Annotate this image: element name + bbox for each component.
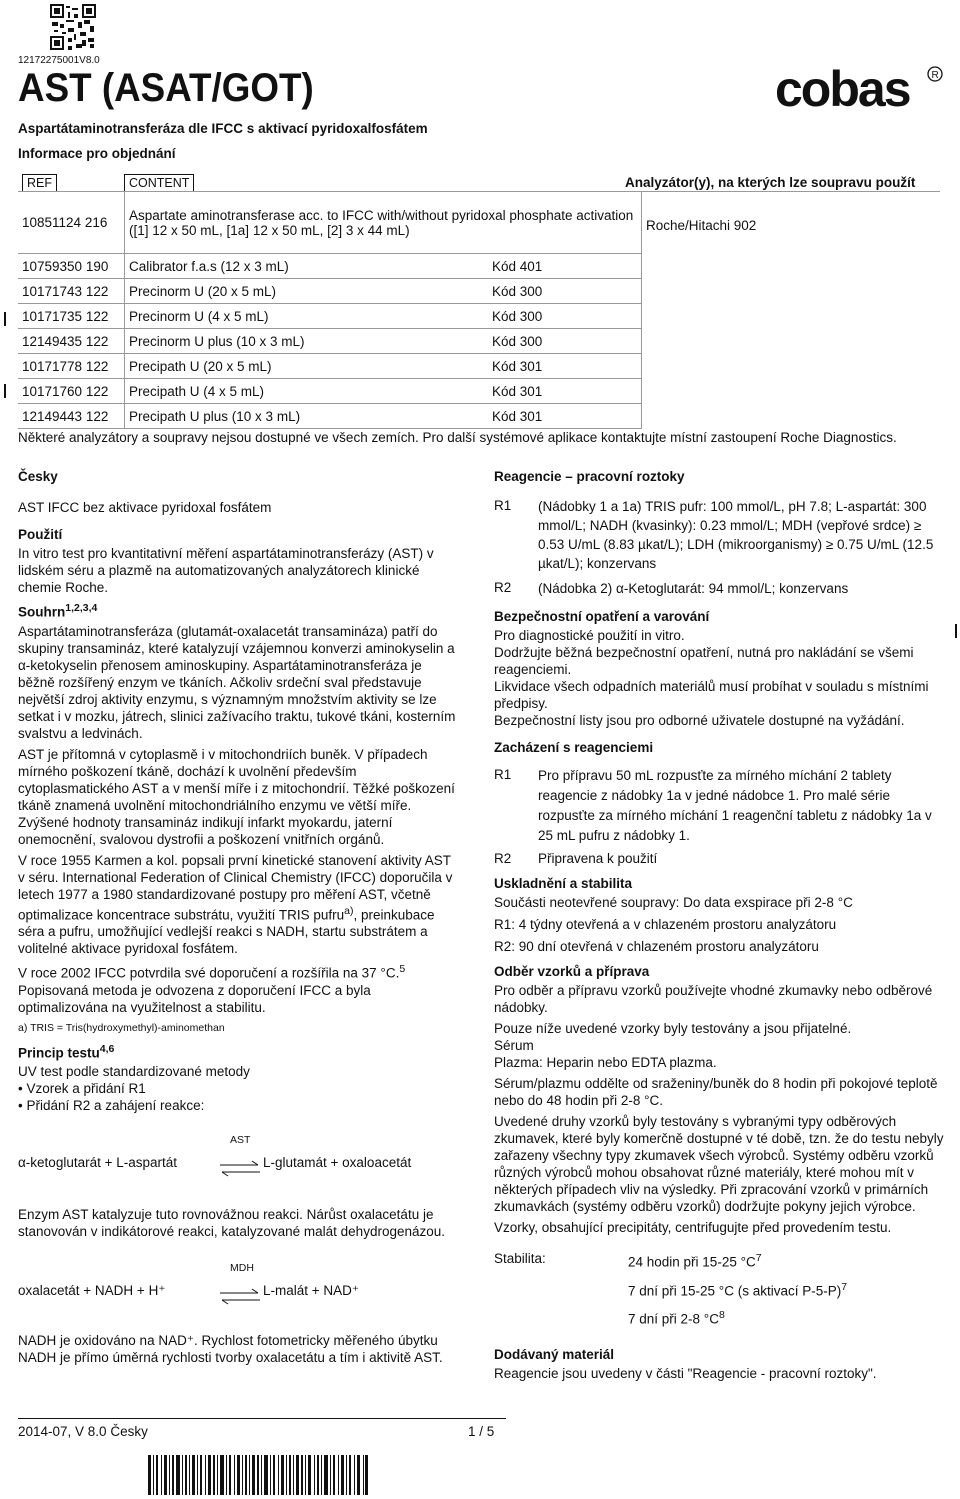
ref-cell: 10171760 122	[18, 379, 125, 404]
ref-cell: 10759350 190	[18, 254, 125, 279]
content-cell: Precipath U (4 x 5 mL)	[125, 379, 489, 404]
products: L-malát + NAD⁺	[263, 1283, 360, 1298]
page-subtitle: Aspartátaminotransferáza dle IFCC s aktivací pyridoxalfosfátem	[18, 121, 428, 136]
content-label: CONTENT	[124, 174, 194, 192]
storage-heading: Uskladnění a stabilita	[494, 876, 633, 891]
specimen-text: Vzorky, obsahující precipitáty, centrifugujte před provedením testu.	[494, 1220, 892, 1235]
content-cell: Aspartate aminotransferase acc. to IFCC with/without pyridoxal phosphate activation ([1] 12 x 50 mL, [1a] 12 x 50 mL, [2] 3 x 44 mL)	[125, 192, 642, 254]
page-title: AST (ASAT/GOT)	[18, 66, 314, 110]
kod-cell: Kód 300	[488, 329, 642, 354]
svg-text:R: R	[931, 70, 939, 81]
ref-cell: 10171743 122	[18, 279, 125, 304]
supplied-text: Reagencie jsou uvedeny v části "Reagencie - pracovní roztoky".	[494, 1365, 877, 1381]
table-row	[18, 192, 940, 254]
summary-paragraph: V roce 2002 IFCC potvrdila své doporučení a rozšířila na 37 °C.$^5$ Popisovaná metoda je odvozena z doporučení IFCC a byla optimalizována na využitelnost a stabilitu.	[18, 963, 406, 1015]
barcode	[148, 1455, 368, 1495]
specimen-text: Pouze níže uvedené vzorky byly testovány a jsou přijatelné.	[494, 1021, 852, 1036]
use-heading: Použití	[18, 527, 63, 542]
reaction-ast	[18, 1132, 458, 1192]
brand-text: cobas	[775, 62, 910, 116]
specimen-text: Uvedené druhy vzorků byly testovány s vybranými typy odběrových zkumavek, které byly komerčně dostupné v té době, tzn. že do testu nebyly zařazeny všechny typy zkumavek všech výrobců. Systémy odběru vzorků různých výrobců mohou obsahovat různé materiály, které mohou mít v některých případech vliv na výsledky. Při zpracování vzorků v primárních zkumavkách (systémy odběru vzorků) dodržujte pokyny jejich výrobce.	[494, 1114, 944, 1214]
products: L-glutamát + oxaloacetát	[263, 1155, 412, 1170]
reaction-mdh	[18, 1260, 458, 1320]
handling-r1	[494, 766, 944, 846]
ref-label: REF	[22, 174, 57, 192]
specimen-text: Pro odběr a přípravu vzorků používejte vhodné zkumavky nebo odběrové nádobky.	[494, 983, 933, 1015]
safety-text: Pro diagnostické použití in vitro.	[494, 628, 685, 643]
summary-paragraph: V roce 1955 Karmen a kol. popsali první kinetické stanovení aktivity AST v séru. International Federation of Clinical Chemistry (IFCC) doporučila v letech 1977 a 1980 standardizované postupy pro měření AST, včetně optimalizace koncentrace substrátu, využití TRIS pufru$^{a)}$, preinkubace séra a pufru, umožňující vedlejší reakci s NADH, startu substrátem a volitelné aktivace pyridoxal fosfátem.	[18, 852, 453, 956]
right-column	[494, 468, 944, 1386]
ordering-info-heading: Informace pro objednání	[18, 146, 176, 161]
reagent-r2	[494, 579, 944, 598]
enzyme-text: Enzym AST katalyzuje tuto rovnovážnou reakci. Nárůst oxalacetátu je stanovován v indikátorové reakci, katalyzované malát dehydrogenázou.	[18, 1207, 446, 1239]
content-cell: Precipath U plus (10 x 3 mL)	[125, 404, 489, 429]
handling-text: Pro přípravu 50 mL rozpusťte za mírného míchání 2 tablety reagencie z nádobky 1a v jedné nádobce 1. Pro malé série rozpusťte za mírného míchání 1 reagenční tabletu z nádobky 1a v 25 mL pufru z nádobky 1.	[538, 768, 932, 843]
content-cell: Precinorm U plus (10 x 3 mL)	[125, 329, 489, 354]
principle-heading: Princip testu$^{4,6}$	[18, 1042, 115, 1060]
equilibrium-arrow-icon	[218, 1160, 262, 1178]
safety-text: Bezpečnostní listy jsou pro odborné uživatele dostupné na vyžádání.	[494, 713, 905, 728]
summary-paragraph: AST je přítomná v cytoplasmě i v mitochondriích buněk. V případech mírného poškození tkáně, dochází k uvolnění především cytoplasmatického AST a v menší míře i z mitochondrií. Těžké poškození tkáně znamená uvolnění mitochondriálního enzymu ve větší míře. Zvýšené hodnoty transamináz indikují infarkt myokardu, jaterní onemocnění, svalovou dystrofii a poškození vnitřních orgánů.	[18, 746, 455, 847]
stability-value: 7 dní při 2-8 $^\circ C^8$	[628, 1309, 725, 1327]
change-bar	[4, 312, 6, 326]
summary-heading: Souhrn$^{1,2,3,4}$	[18, 602, 98, 620]
handling-heading: Zacházení s reagenciemi	[494, 740, 654, 755]
ref-cell: 12149443 122	[18, 404, 125, 429]
left-column	[18, 468, 458, 1370]
specimen-heading: Odběr vzorků a příprava	[494, 964, 650, 979]
stability-label: Stabilita:	[494, 1251, 546, 1266]
kod-cell: Kód 301	[488, 379, 642, 404]
document-id: 12172275001V8.0	[18, 55, 100, 66]
safety-text: Dodržujte běžná bezpečnostní opatření, nutná pro nakládání se všemi reagenciemi.	[494, 645, 914, 677]
change-bar	[4, 384, 6, 398]
safety-text: Likvidace všech odpadních materiálů musí probíhat v souladu s místními předpisy.	[494, 679, 929, 711]
language-heading: Česky	[18, 469, 58, 484]
footer-divider	[18, 1418, 506, 1419]
method-heading: AST IFCC bez aktivace pyridoxal fosfátem	[18, 500, 272, 515]
safety-heading: Bezpečnostní opatření a varování	[494, 609, 710, 624]
handling-r2	[494, 850, 944, 867]
reagent-label: R2	[494, 851, 512, 866]
principle-line: UV test podle standardizované metody	[18, 1064, 250, 1079]
catalyst-label: MDH	[230, 1262, 254, 1274]
specimen-text: Sérum	[494, 1038, 534, 1053]
principle-line: • Přidání R2 a zahájení reakce:	[18, 1098, 205, 1113]
handling-text: Připravena k použití	[538, 851, 658, 866]
kod-cell: Kód 300	[488, 304, 642, 329]
reagent-label: R1	[494, 498, 512, 513]
footer-version: 2014-07, V 8.0 Česky	[18, 1424, 148, 1439]
nadh-text: NADH je oxidováno na NAD⁺. Rychlost fotometricky měřeného úbytku NADH je přímo úměrná rychlosti tvorby oxalacetátu a tím i aktivitě AST.	[18, 1333, 443, 1365]
supplied-heading: Dodávaný materiál	[494, 1346, 615, 1362]
stability-table	[494, 1250, 944, 1332]
principle-line: • Vzorek a přidání R1	[18, 1081, 146, 1096]
content-cell: Precinorm U (20 x 5 mL)	[125, 279, 489, 304]
page-number: 1 / 5	[468, 1424, 495, 1439]
kod-cell: Kód 301	[488, 404, 642, 429]
reagent-text: (Nádobky 1 a 1a) TRIS pufr: 100 mmol/L, pH 7.8; L-aspartát: 300 mmol/L; NADH (kvasinky): 0.23 mmol/L; MDH (vepřové srdce) ≥ 0.53 U/mL (8.83 µkat/L); LDH (mikroorganismy) ≥ 0.75 U/mL (12.5 µkat/L); konzervans	[538, 499, 934, 571]
ref-cell: 10171735 122	[18, 304, 125, 329]
reagent-r1	[494, 497, 944, 573]
use-text: In vitro test pro kvantitativní měření aspartátaminotransferázy (AST) v lidském séru a plazmě na automatizovaných analyzátorech klinické chemie Roche.	[18, 546, 434, 595]
kod-cell: Kód 300	[488, 279, 642, 304]
content-cell: Calibrator f.a.s (12 x 3 mL)	[125, 254, 489, 279]
reagent-label: R2	[494, 580, 512, 595]
footnote: a) TRIS = Tris(hydroxymethyl)-aminomethan	[18, 1021, 225, 1034]
qr-code	[50, 4, 96, 50]
storage-text: Součásti neotevřené soupravy: Do data exspirace při 2-8 °C	[494, 895, 853, 910]
reagent-text: (Nádobka 2) α-Ketoglutarát: 94 mmol/L; konzervans	[538, 581, 849, 596]
content-cell: Precipath U (20 x 5 mL)	[125, 354, 489, 379]
kod-cell: Kód 301	[488, 354, 642, 379]
analyzer-heading: Analyzátor(y), na kterých lze soupravu použít	[625, 175, 916, 190]
summary-paragraph: Aspartátaminotransferáza (glutamát-oxalacetát transamináza) patří do skupiny transamináz, které katalyzují vzájemnou konverzi aminokyselin a α-ketokyselin přenosem aminoskupiny. Aspartátaminotransferáza je běžně rozšířený enzym ve tkáních. Ačkoliv srdeční sval představuje největší zdroj aktivity enzymu, s významným množstvím aktivity se lze setkat i v mozku, játrech, slinici zažívacího traktu, tukové tkáni, kosterním svalstvu a ledvinách.	[18, 623, 456, 741]
availability-note: Některé analyzátory a soupravy nejsou dostupné ve všech zemích. Pro další systémové aplikace kontaktujte místní zastoupení Roche Diagnostics.	[18, 430, 897, 445]
reactants: oxalacetát + NADH + H⁺	[18, 1283, 166, 1298]
content-cell: Precinorm U (4 x 5 mL)	[125, 304, 489, 329]
cobas-logo	[775, 62, 945, 116]
stability-value: 24 hodin při 15-25 $^\circ C^7$	[628, 1252, 762, 1270]
ref-cell: 10851124 216	[18, 192, 125, 254]
equilibrium-arrow-icon	[218, 1288, 262, 1306]
analyzer-cell: Roche/Hitachi 902	[642, 192, 941, 429]
ref-cell: 10171778 122	[18, 354, 125, 379]
change-bar	[955, 624, 957, 638]
storage-text: R2: 90 dní otevřená v chlazeném prostoru analyzátoru	[494, 939, 819, 954]
storage-text: R1: 4 týdny otevřená a v chlazeném prostoru analyzátoru	[494, 917, 837, 932]
catalyst-label: AST	[230, 1134, 251, 1146]
stability-value: 7 dní při 15-25 °C (s aktivací P-5-P)$^7$	[628, 1280, 848, 1298]
reagents-heading: Reagencie – pracovní roztoky	[494, 469, 685, 484]
reagent-label: R1	[494, 767, 512, 782]
reactants: α-ketoglutarát + L-aspartát	[18, 1155, 178, 1170]
specimen-text: Plazma: Heparin nebo EDTA plazma.	[494, 1055, 717, 1070]
kod-cell: Kód 401	[488, 254, 642, 279]
specimen-text: Sérum/plazmu oddělte od sraženiny/buněk do 8 hodin při pokojové teplotě nebo do 48 hodin při 2-8 °C.	[494, 1076, 938, 1108]
order-table	[18, 191, 940, 429]
ref-cell: 12149435 122	[18, 329, 125, 354]
